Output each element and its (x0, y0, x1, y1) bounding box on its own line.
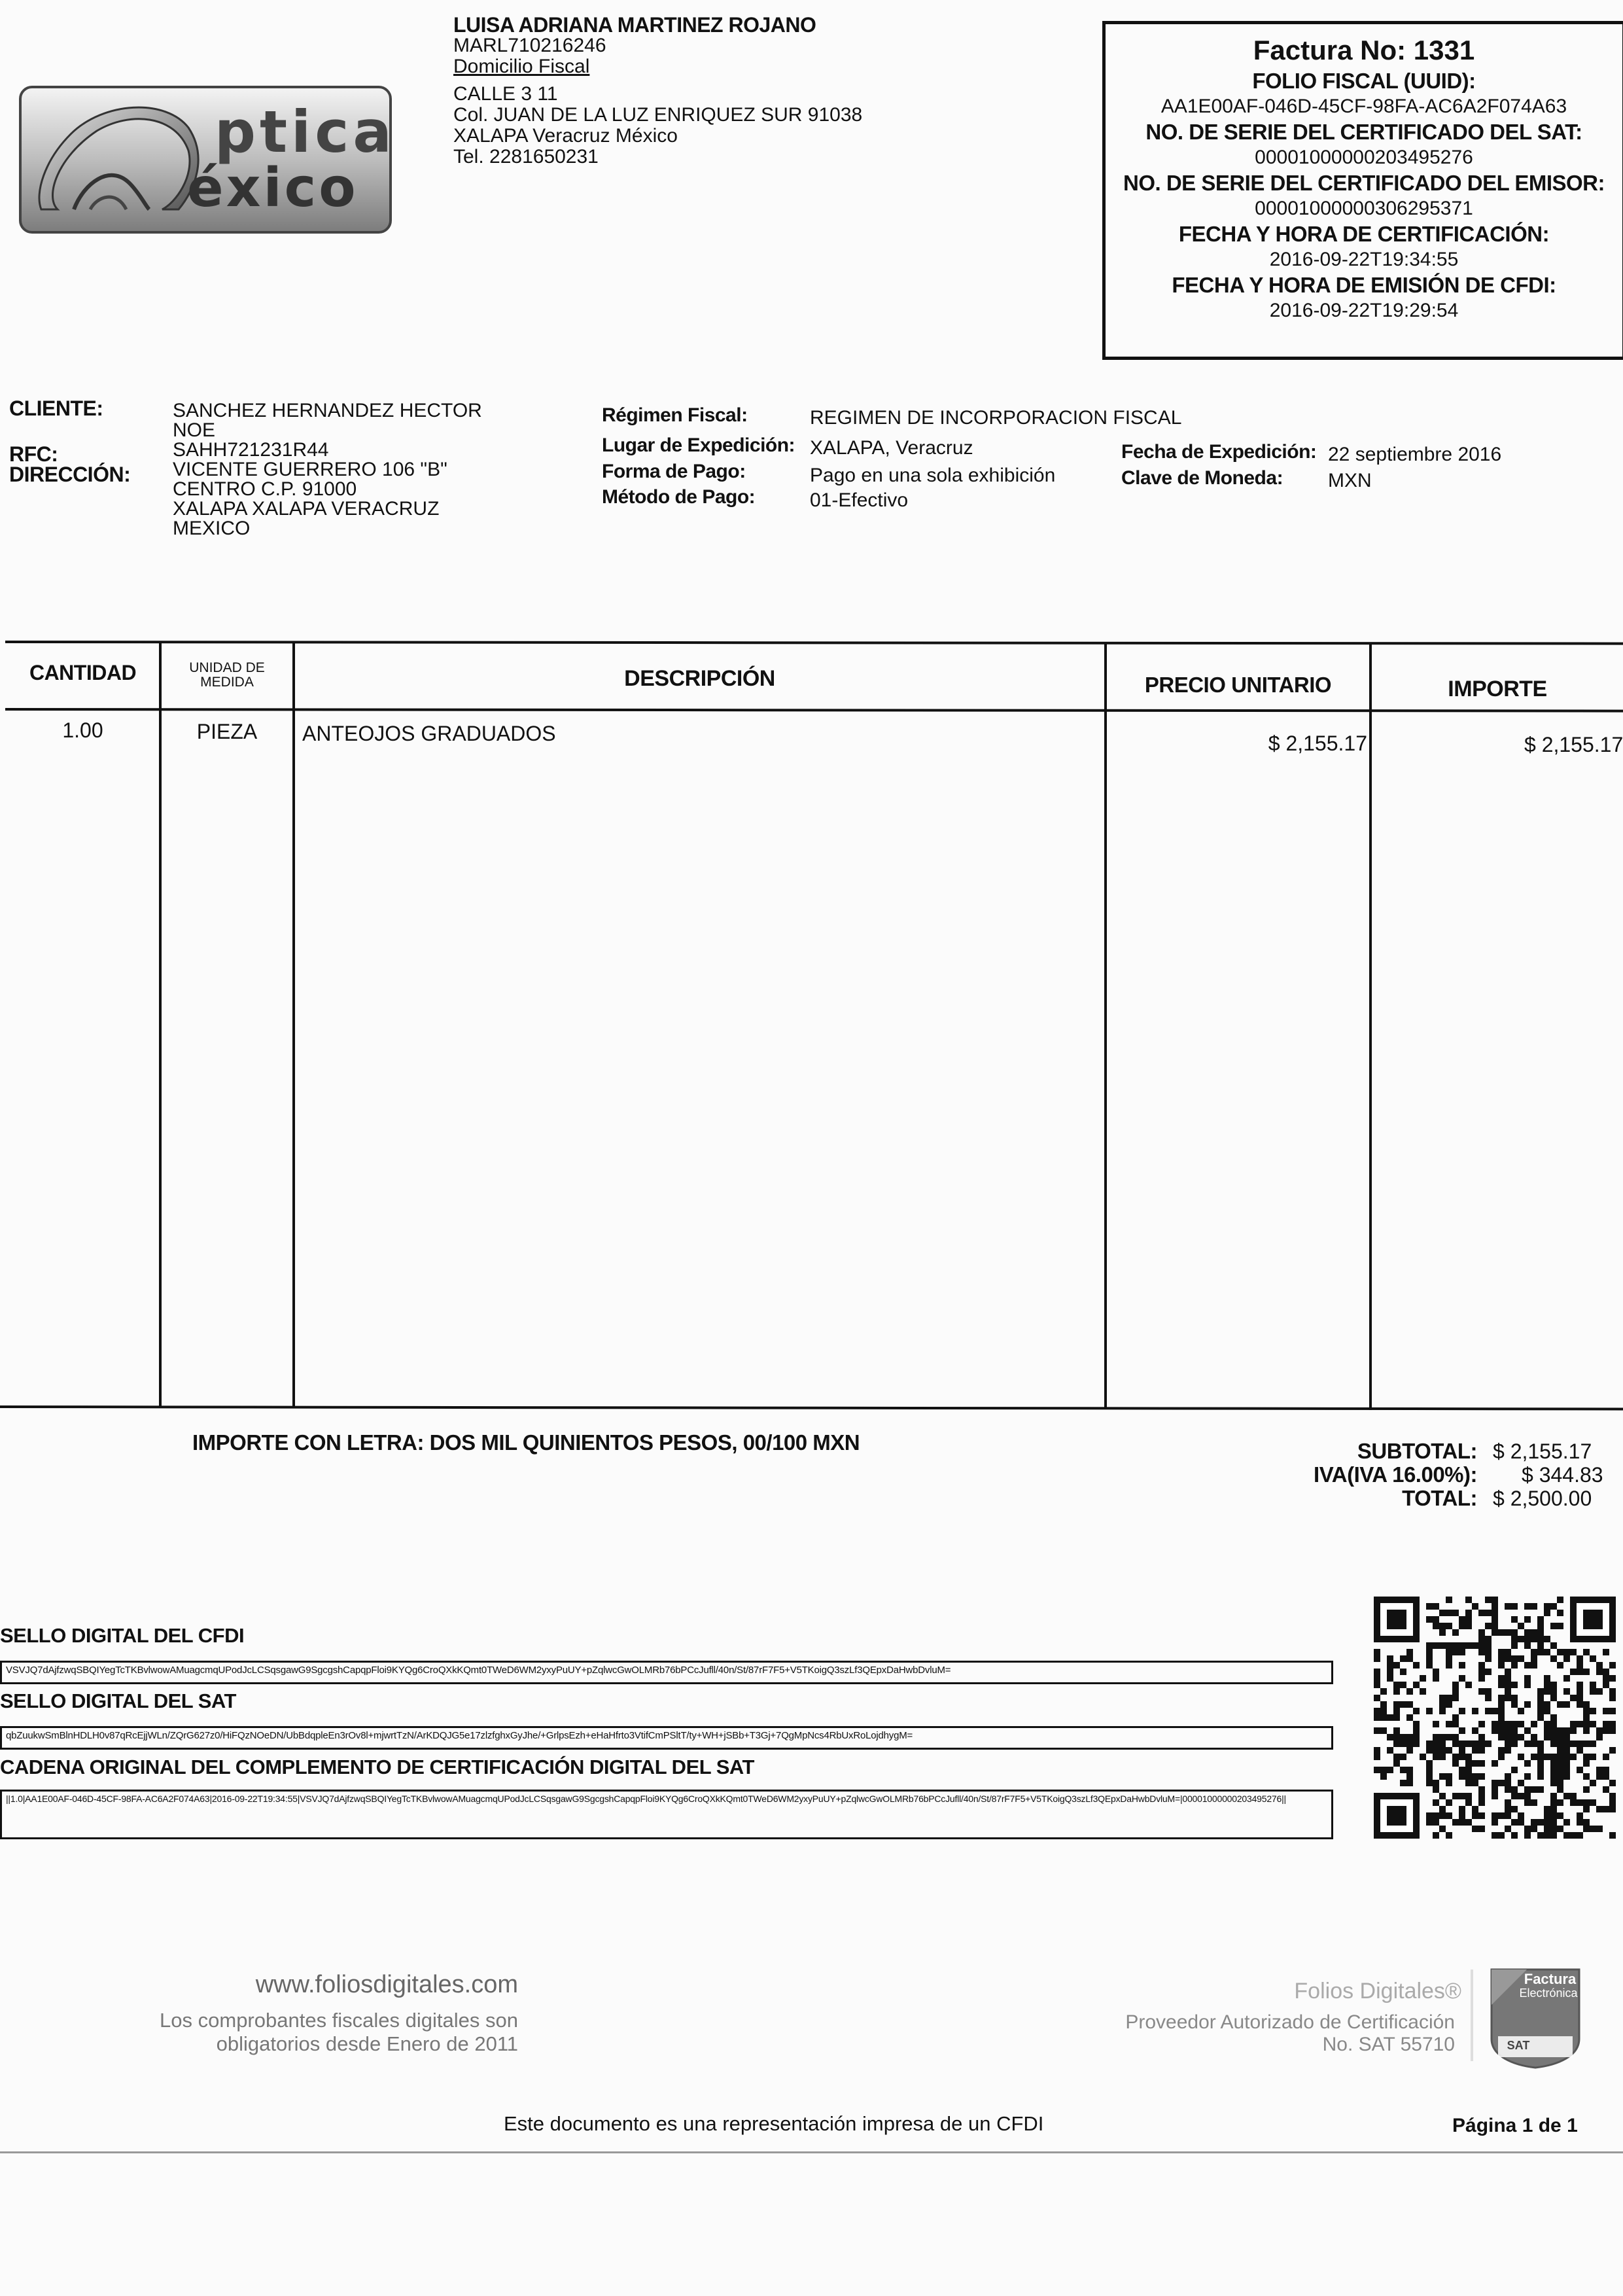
footer-note (65, 2009, 518, 2056)
client-address-line4: MEXICO (173, 518, 251, 539)
moneda-value: MXN (1328, 470, 1372, 491)
cliente-label: CLIENTE: (9, 397, 103, 420)
fecha-expedicion-label: Fecha de Expedición: (1121, 441, 1317, 463)
cadena-original-title: CADENA ORIGINAL DEL COMPLEMENTO DE CERTIFICACIÓN DIGITAL DEL SAT (0, 1756, 754, 1778)
client-values (173, 401, 482, 539)
cert-sat-label: NO. DE SERIE DEL CERTIFICADO DEL SAT: (1145, 120, 1582, 144)
footer-divider (1471, 1969, 1473, 2061)
header-unidad (162, 661, 292, 690)
issuer-phone: Tel. 2281650231 (453, 146, 599, 168)
optica-mexico-logo (18, 85, 396, 234)
uuid-value: AA1E00AF-046D-45CF-98FA-AC6A2F074A63 (1161, 96, 1567, 117)
iva-value: $ 344.83 (1522, 1463, 1603, 1487)
issuer-block (453, 14, 862, 168)
issuer-colonia: Col. JUAN DE LA LUZ ENRIQUEZ SUR 91038 (453, 104, 863, 126)
client-address-line2: CENTRO C.P. 91000 (173, 478, 357, 500)
forma-pago-label: Forma de Pago: (602, 461, 746, 482)
lugar-value: XALAPA, Veracruz (810, 437, 973, 459)
client-name-line1: SANCHEZ HERNANDEZ HECTOR (173, 400, 482, 421)
qr-code-graphic (1374, 1597, 1616, 1839)
subtotal-value: $ 2,155.17 (1493, 1439, 1592, 1463)
footer-note-line1: Los comprobantes fiscales digitales son (160, 2009, 518, 2032)
importe-letra-value: DOS MIL QUINIENTOS PESOS, 00/100 MXN (429, 1430, 860, 1455)
issuer-domicilio-label: Domicilio Fiscal (453, 56, 590, 77)
lugar-label: Lugar de Expedición: (602, 434, 795, 456)
iva-label: IVA(IVA 16.00%): (1314, 1462, 1477, 1487)
invoice-info-box (1102, 21, 1623, 360)
invoice-number: Factura No: 1331 (1253, 35, 1475, 65)
issuer-street: CALLE 3 11 (453, 83, 558, 105)
importe-letra-label: IMPORTE CON LETRA: (192, 1430, 424, 1455)
sello-sat-title: SELLO DIGITAL DEL SAT (0, 1689, 236, 1712)
footer-website: www.foliosdigitales.com (255, 1971, 518, 1998)
footer-sat-number: No. SAT 55710 (1322, 2034, 1455, 2055)
row-importe: $ 2,155.17 (1524, 733, 1623, 756)
footer-note-line2: obligatorios desde Enero de 2011 (216, 2032, 518, 2055)
regimen-value: REGIMEN DE INCORPORACION FISCAL (810, 407, 1182, 429)
logo-text-mexico: éxico (187, 157, 358, 219)
forma-pago-value: Pago en una sola exhibición (810, 465, 1056, 486)
header-precio-unitario: PRECIO UNITARIO (1144, 673, 1332, 697)
total-value: $ 2,500.00 (1493, 1487, 1592, 1510)
sello-cfdi-box: VSVJQ7dAjfzwqSBQIYegTcTKBvlwowAMuagcmqUPodJcLCSqsgawG9SgcgshCapqpFloi9KYQg6CroQXkKQmt0TWeD6WM2yxyPuUY+pZqlwcGwOLMRb76bPCcJufll/40n/St/87rF7F5+V5TKoigQ3szLf3QEpxDaHwbDvluM= (0, 1661, 1333, 1684)
client-direccion-label: DIRECCIÓN: (9, 463, 131, 486)
importe-con-letra (192, 1430, 860, 1455)
cert-emisor-value: 00001000000306295371 (1255, 198, 1473, 219)
row-descripcion: ANTEOJOS GRADUADOS (302, 722, 556, 745)
emission-date-label: FECHA Y HORA DE EMISIÓN DE CFDI: (1172, 273, 1556, 297)
client-address-line3: XALAPA XALAPA VERACRUZ (173, 498, 440, 520)
header-unidad-line1: UNIDAD DE (189, 660, 265, 675)
footer-representacion: Este documento es una representación impresa de un CFDI (504, 2112, 1044, 2135)
regimen-label: Régimen Fiscal: (602, 404, 748, 426)
subtotal-label: SUBTOTAL: (1357, 1439, 1477, 1463)
cert-sat-value: 00001000000203495276 (1255, 147, 1473, 168)
client-address-line1: VICENTE GUERRERO 106 "B" (173, 459, 447, 480)
sello-cfdi-title: SELLO DIGITAL DEL CFDI (0, 1624, 245, 1647)
header-descripcion: DESCRIPCIÓN (624, 666, 775, 691)
footer-page-number: Página 1 de 1 (1452, 2115, 1578, 2136)
footer-provider-line: Proveedor Autorizado de Certificación (1125, 2011, 1455, 2033)
badge-factura: Factura (1524, 1971, 1577, 1987)
logo-text-optica: ptica (215, 98, 396, 166)
footer-brand: Folios Digitales® (1294, 1979, 1461, 2004)
row-cantidad: 1.00 (62, 718, 103, 742)
issuer-city: XALAPA Veracruz México (453, 125, 678, 147)
factura-electronica-badge (1486, 1966, 1584, 2069)
emission-date-value: 2016-09-22T19:29:54 (1269, 300, 1459, 321)
page-bottom-edge (0, 2151, 1623, 2153)
cert-emisor-label: NO. DE SERIE DEL CERTIFICADO DEL EMISOR: (1123, 171, 1605, 195)
badge-sat: SAT (1507, 2039, 1530, 2052)
metodo-pago-label: Método de Pago: (602, 486, 756, 508)
cert-date-label: FECHA Y HORA DE CERTIFICACIÓN: (1178, 222, 1550, 246)
badge-electronica: Electrónica (1519, 1987, 1578, 2000)
header-unidad-line2: MEDIDA (200, 675, 254, 690)
uuid-label: FOLIO FISCAL (UUID): (1252, 69, 1476, 93)
metodo-pago-value: 01-Efectivo (810, 489, 909, 511)
issuer-name: LUISA ADRIANA MARTINEZ ROJANO (453, 13, 816, 37)
header-cantidad: CANTIDAD (29, 661, 137, 684)
totals-labels (1204, 1439, 1477, 1510)
cert-date-value: 2016-09-22T19:34:55 (1269, 249, 1459, 270)
issuer-rfc: MARL710216246 (453, 35, 606, 56)
footer-provider (1047, 2011, 1455, 2056)
client-name-line2: NOE (173, 419, 216, 441)
totals-values (1493, 1439, 1623, 1510)
row-unidad: PIEZA (196, 720, 258, 743)
client-rfc: SAHH721231R44 (173, 439, 329, 461)
cadena-original-box: ||1.0|AA1E00AF-046D-45CF-98FA-AC6A2F074A63|2016-09-22T19:34:55|VSVJQ7dAjfzwqSBQIYegTcTKBvlwowAMuagcmqUPodJcLCSqsgawG9SgcgshCapqpFloi9KYQg6CroQXkKQmt0TWeD6WM2yxyPuUY+pZqlwcGwOLMRb76bPCcJufll/40n/St/87rF7F5+V5TKoigQ3szLf3QEpxDaHwbDvluM=|00001000000203495276|| (0, 1790, 1333, 1839)
sello-sat-box: qbZuukwSmBlnHDLH0v87qRcEjjWLn/ZQrG627z0/HiFQzNOeDN/UbBdqpleEn3rOv8l+mjwrtTzN/ArKDQJG5e17zlzfghxGyJhe/+GrlpsEzh+eHaHfrto3VtifCmPSltT/ty+WH+jSBb+T3Gj+7QgMpNcs4RbUxRoLojdhygM= (0, 1726, 1333, 1750)
header-importe: IMPORTE (1448, 677, 1547, 701)
client-rfc-label: RFC: (9, 442, 58, 466)
qr-code (1374, 1597, 1616, 1839)
row-precio-unitario: $ 2,155.17 (1268, 732, 1367, 755)
fecha-expedicion-value: 22 septiembre 2016 (1328, 444, 1502, 465)
total-label: TOTAL: (1402, 1486, 1477, 1510)
moneda-label: Clave de Moneda: (1121, 467, 1283, 489)
